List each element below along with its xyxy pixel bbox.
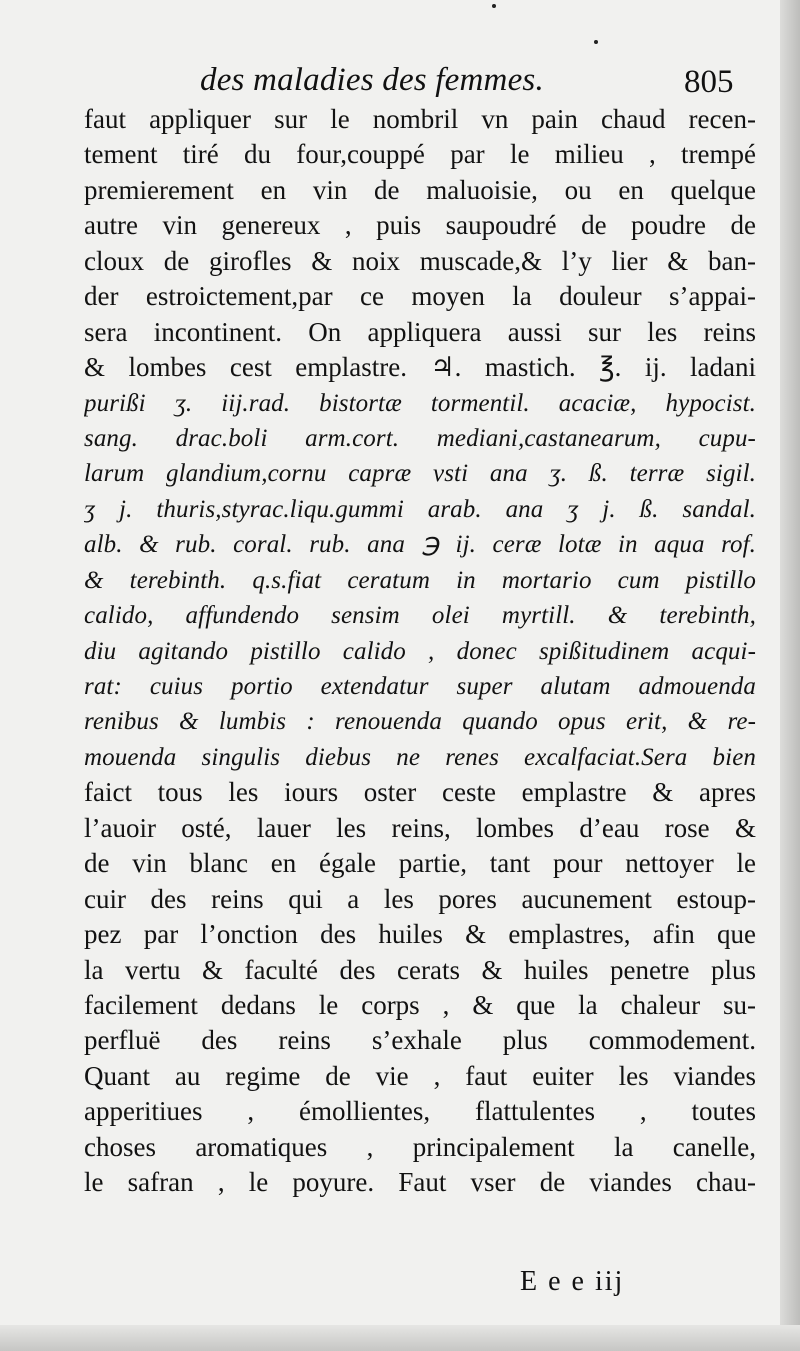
text-line: autre vin genereux , puis saupoudré de poudre de (84, 210, 756, 241)
recipe-line: renibus & lumbis : renouenda quando opus erit, & re- (84, 708, 756, 736)
recipe-line: & terebinth. q.s.fiat ceratum in mortario cum pistillo (84, 566, 756, 594)
text-line: der estroictement,par ce moyen la douleur s’appai- (84, 281, 756, 312)
signature-mark: E e e iij (520, 1266, 625, 1297)
ink-speck (594, 40, 598, 44)
text-line: tement tiré du four,couppé par le milieu , trempé (84, 139, 756, 170)
text-line: facilement dedans le corps , & que la chaleur su- (84, 989, 756, 1020)
text-line: apperitiues , émollientes, flattulentes , toutes (84, 1096, 756, 1127)
recipe-line: mouenda singulis diebus ne renes excalfaciat.Sera bien (84, 743, 756, 771)
text-line: la vertu & faculté des cerats & huiles penetre plus (84, 954, 756, 985)
page-edge-shadow (780, 0, 800, 1351)
recipe-line: purißi ʒ. iij.rad. bistortæ tormentil. acaciæ, hypocist. (84, 389, 756, 417)
text-line: sera incontinent. On appliquera aussi sur les reins (84, 316, 756, 347)
text-line: choses aromatiques , principalement la canelle, (84, 1131, 756, 1162)
text-line: Quant au regime de vie , faut euiter les viandes (84, 1060, 756, 1091)
page-number: 805 (684, 64, 734, 100)
text-line: de vin blanc en égale partie, tant pour nettoyer le (84, 848, 756, 879)
text-line: l’auoir osté, lauer les reins, lombes d’eau rose & (84, 812, 756, 843)
recipe-line: rat: cuius portio extendatur super alutam admouenda (84, 673, 756, 700)
ink-speck (492, 4, 496, 8)
text-line: perfluë des reins s’exhale plus commodement. (84, 1025, 756, 1056)
text-line: pez par l’onction des huiles & emplastres, afin que (84, 919, 756, 950)
running-head (0, 62, 800, 106)
text-line: faict tous les iours oster ceste emplastre & apres (84, 777, 756, 808)
recipe-line: calido, affundendo sensim olei myrtill. & terebinth, (84, 602, 756, 630)
recipe-line: larum glandium,cornu capræ vsti ana ʒ. ß. terræ sigil. (84, 460, 756, 488)
page-bottom-edge (0, 1325, 800, 1351)
text-line: & lombes cest emplastre. ♃. mastich. ℥. ij. ladani (84, 352, 756, 383)
text-line: cloux de girofles & noix muscade,& l’y lier & ban- (84, 245, 756, 276)
recipe-line: diu agitando pistillo calido , donec spißitudinem acqui- (84, 637, 756, 665)
text-line: cuir des reins qui a les pores aucunement estoup- (84, 883, 756, 914)
text-line: faut appliquer sur le nombril vn pain chaud recen- (84, 104, 756, 134)
recipe-line: ʒ j. thuris,styrac.liqu.gummi arab. ana ʒ j. ß. sandal. (84, 495, 756, 523)
text-line: le safran , le poyure. Faut vser de viandes chau- (84, 1167, 756, 1198)
running-title: des maladies des femmes. (200, 62, 544, 98)
recipe-line: alb. & rub. coral. rub. ana ℈ ij. ceræ lotæ in aqua rof. (84, 531, 756, 559)
recipe-line: sang. drac.boli arm.cort. mediani,castanearum, cupu- (84, 424, 756, 452)
body-text (84, 102, 756, 1201)
text-line: premierement en vin de maluoisie, ou en quelque (84, 174, 756, 205)
